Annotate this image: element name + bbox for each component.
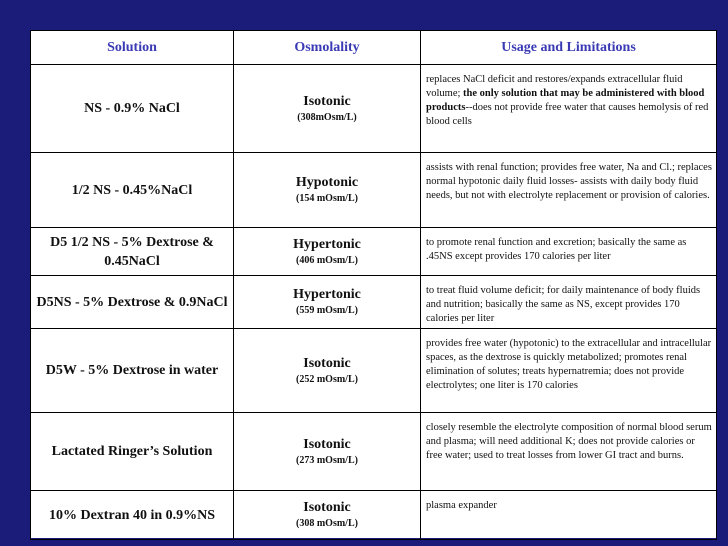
usage-text: plasma expander xyxy=(426,500,497,511)
iv-solutions-table xyxy=(30,30,717,540)
solution-cell: NS - 0.9% NaCl xyxy=(31,65,234,153)
header-row xyxy=(31,31,717,65)
osmolality-value: (252 mOsm/L) xyxy=(296,373,358,385)
osmolality-cell xyxy=(234,329,421,413)
usage-cell xyxy=(421,413,717,491)
header-osmolality: Osmolality xyxy=(234,31,421,65)
header-solution: Solution xyxy=(31,31,234,65)
osmolality-cell xyxy=(234,153,421,228)
usage-emphasis: the only solution that may be administered with blood products xyxy=(426,88,705,113)
osmolality-cell xyxy=(234,491,421,540)
osmolality-cell xyxy=(234,413,421,491)
solution-cell: Lactated Ringer’s Solution xyxy=(31,413,234,491)
solution-cell: 1/2 NS - 0.45%NaCl xyxy=(31,153,234,228)
table-row xyxy=(31,491,717,540)
osmolality-value: (406 mOsm/L) xyxy=(296,254,358,266)
solution-cell: D5NS - 5% Dextrose & 0.9NaCl xyxy=(31,276,234,329)
usage-text: replaces NaCl deficit and restores/expands extracellular fluid volume; xyxy=(426,74,683,99)
tonicity-label: Isotonic xyxy=(303,436,351,452)
solution-cell: 10% Dextran 40 in 0.9%NS xyxy=(31,491,234,540)
usage-text: provides free water (hypotonic) to the extracellular and intracellular spaces, as the dextrose is quickly metabolized; promotes renal elimination of solutes; treats hypernatremia; does not provide electrolytes; one liter is 170 calories xyxy=(426,338,712,391)
osmolality-cell xyxy=(234,228,421,276)
table-row xyxy=(31,228,717,276)
usage-text: closely resemble the electrolyte composition of normal blood serum and plasma; will need additional K; does not provide calories or free water; used to treat losses from lower GI tract and burns. xyxy=(426,422,712,461)
table-row xyxy=(31,329,717,413)
solution-cell: D5 1/2 NS - 5% Dextrose & 0.45NaCl xyxy=(31,228,234,276)
osmolality-value: (308mOsm/L) xyxy=(297,111,357,123)
usage-text: to treat fluid volume deficit; for daily maintenance of body fluids and nutrition; basically the same as NS, except provides 170 calories per liter xyxy=(426,285,701,324)
table-row xyxy=(31,276,717,329)
header-usage: Usage and Limitations xyxy=(421,31,717,65)
usage-cell xyxy=(421,228,717,276)
osmolality-cell xyxy=(234,65,421,153)
osmolality-cell xyxy=(234,276,421,329)
tonicity-label: Hypertonic xyxy=(293,287,361,302)
tonicity-label: Hypotonic xyxy=(295,175,359,190)
usage-cell xyxy=(421,153,717,228)
osmolality-value: (154 mOsm/L) xyxy=(296,193,358,204)
table-row xyxy=(31,65,717,153)
usage-text: to promote renal function and excretion; basically the same as .45NS except provides 170 calories per liter xyxy=(426,237,687,262)
table-row xyxy=(31,153,717,228)
usage-cell xyxy=(421,491,717,540)
slide-frame xyxy=(30,30,716,538)
tonicity-label: Hypertonic xyxy=(293,236,361,252)
osmolality-value: (559 mOsm/L) xyxy=(296,305,358,316)
solution-cell: D5W - 5% Dextrose in water xyxy=(31,329,234,413)
usage-cell xyxy=(421,276,717,329)
usage-text-continued: --does not provide free water that causes hemolysis of red blood cells xyxy=(426,102,709,127)
table-row xyxy=(31,413,717,491)
osmolality-value: (273 mOsm/L) xyxy=(296,454,358,466)
tonicity-label: Isotonic xyxy=(303,500,351,515)
usage-cell xyxy=(421,329,717,413)
usage-text: assists with renal function; provides free water, Na and Cl.; replaces normal hypotonic daily fluid losses- assists with daily body fluid needs, but not with electrolyte replacement or provision of calories. xyxy=(426,162,712,201)
tonicity-label: Isotonic xyxy=(303,355,351,371)
usage-cell xyxy=(421,65,717,153)
osmolality-value: (308 mOsm/L) xyxy=(296,518,358,529)
tonicity-label: Isotonic xyxy=(303,93,351,109)
